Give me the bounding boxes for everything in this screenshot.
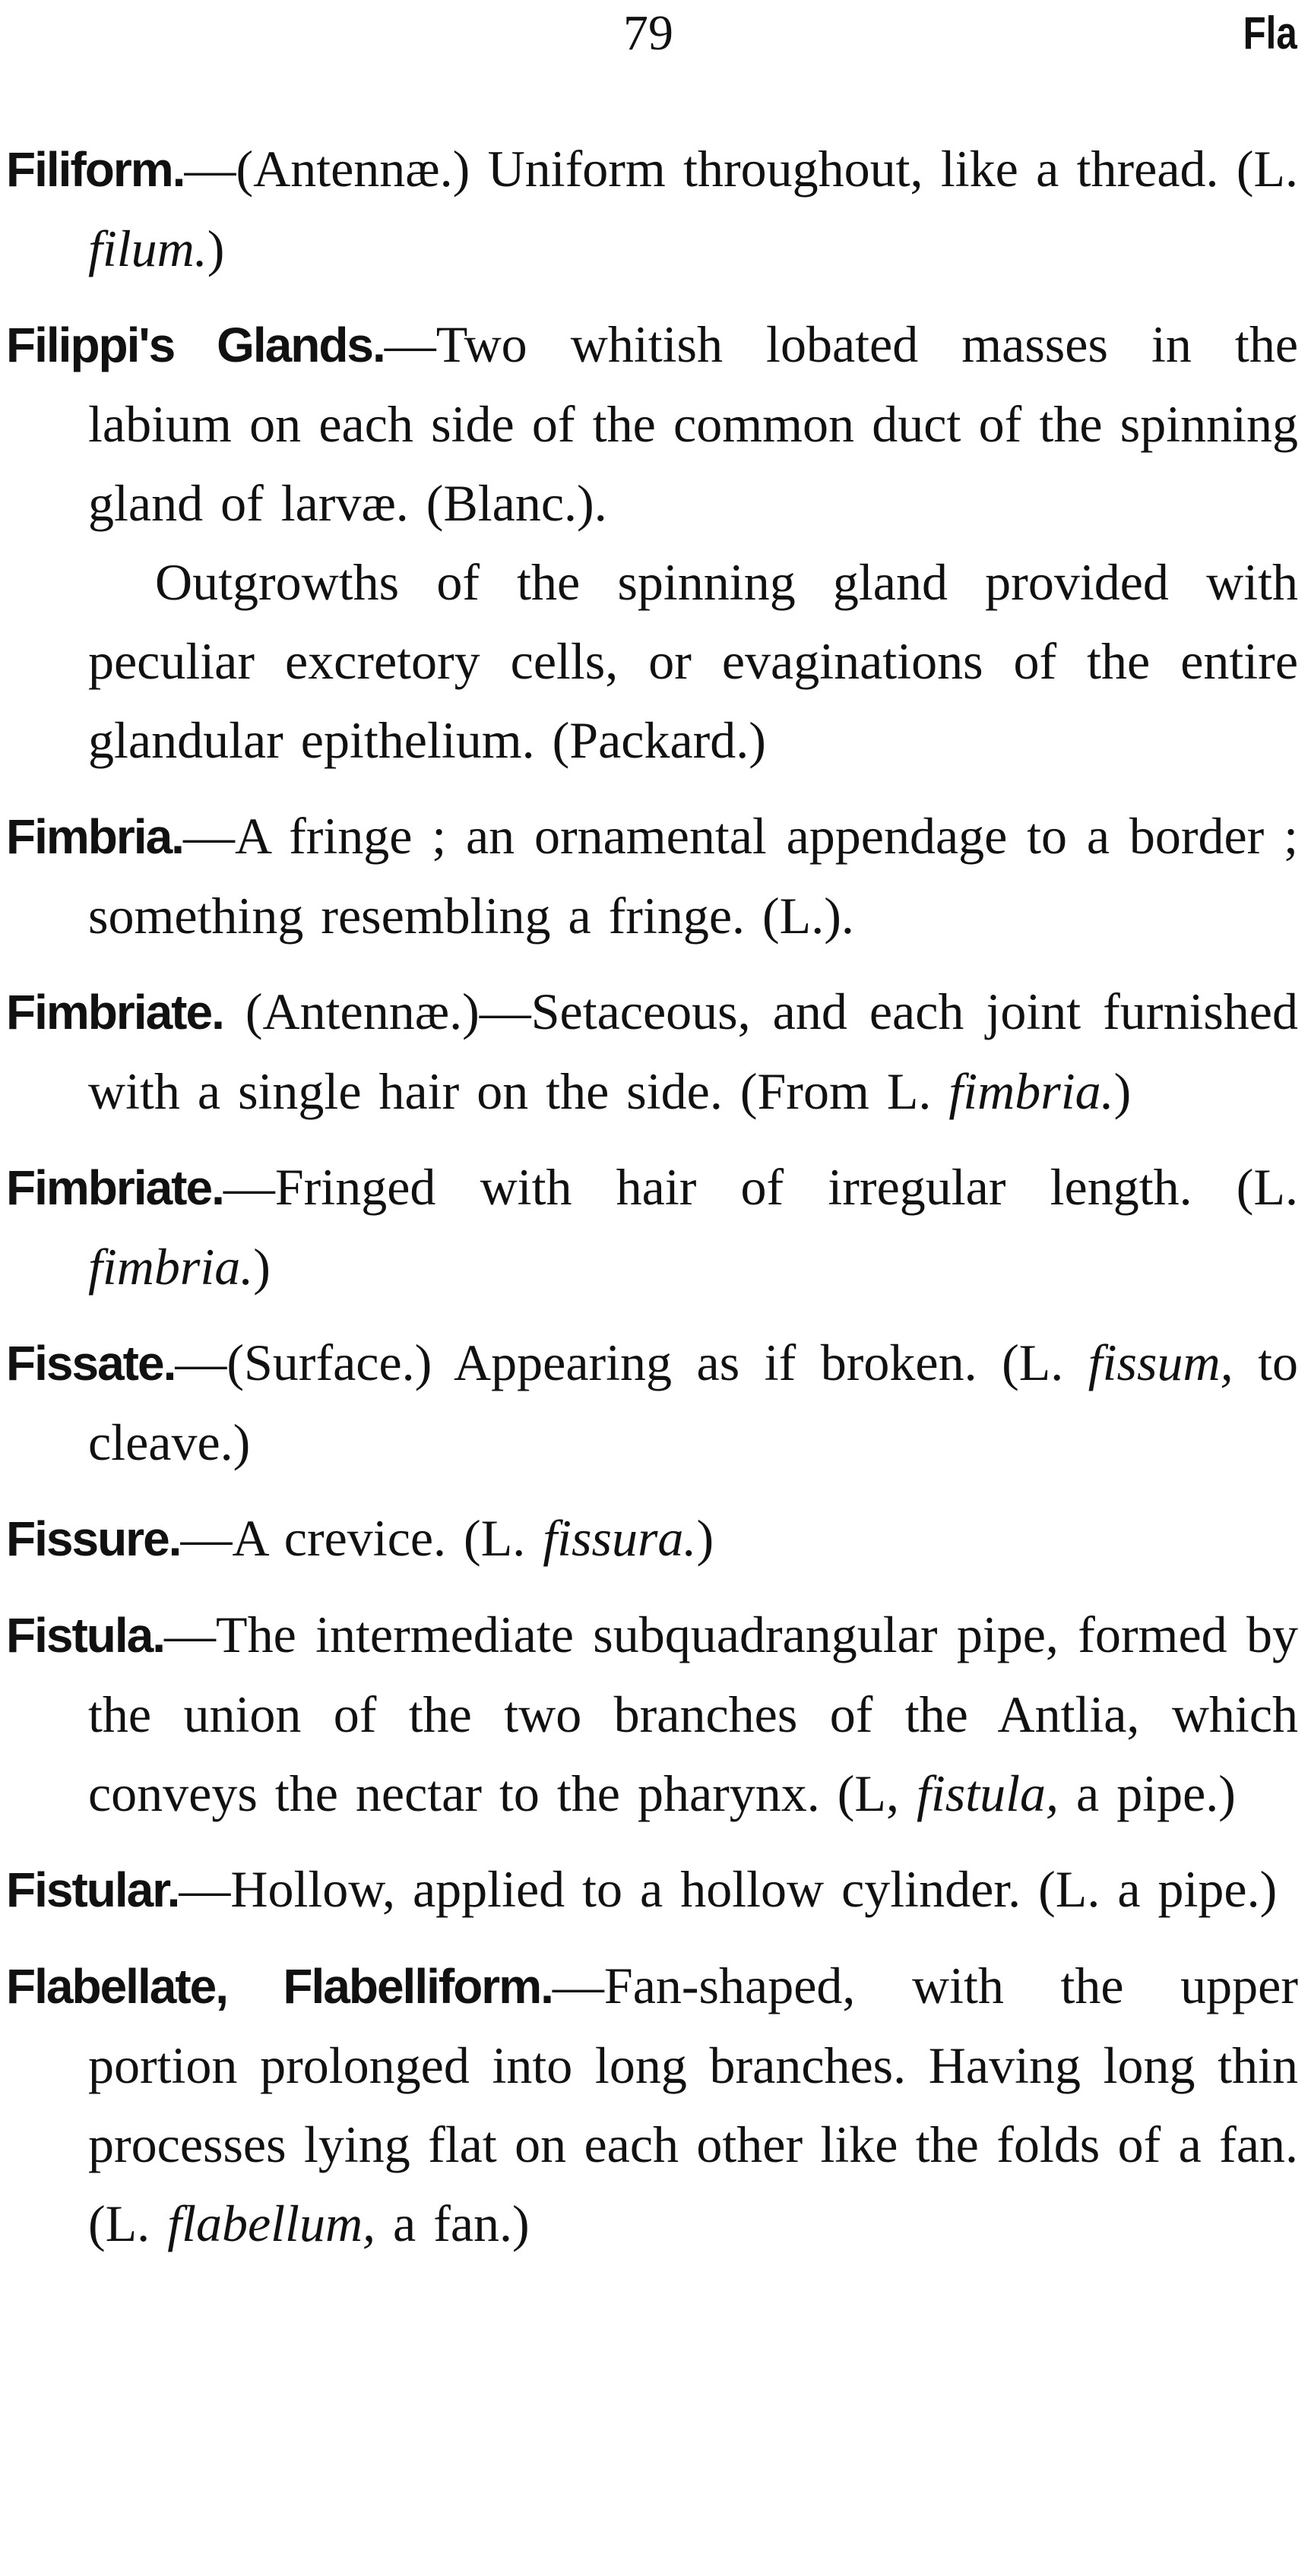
- definition-text: —Fan-shaped, with the upper portion prolonged into long branches. Having long thin processes lying flat on each other like the folds of a fan. (L.: [88, 1957, 1299, 2252]
- entry-headword: Fimbriate.: [6, 985, 223, 1040]
- entry-definition: [6, 972, 1298, 1131]
- entry-additional-definition: [88, 543, 1298, 780]
- entry-headword: Fistular.: [6, 1862, 179, 1917]
- entry-headword: Fistula.: [6, 1608, 165, 1663]
- definition-text: —(Surface.) Appearing as if broken. (L.: [175, 1334, 1088, 1391]
- glossary-entry: [6, 796, 1298, 955]
- definition-text: ): [696, 1509, 714, 1567]
- definition-text: ): [1113, 1062, 1132, 1120]
- glossary-entry: [6, 1147, 1298, 1306]
- etymology-term: fissura.: [543, 1509, 697, 1567]
- entry-headword: Filiform.: [6, 142, 185, 197]
- glossary-entry: [6, 1946, 1298, 2263]
- entry-headword: Fissure.: [6, 1511, 181, 1566]
- entry-headword: Filippi's Glands.: [6, 318, 385, 372]
- definition-text: (Antennæ.)—Setaceous, and each joint furnished with a single hair on the side. (From L.: [88, 983, 1298, 1120]
- definition-text: to cleave.): [88, 1334, 1298, 1471]
- entry-definition: [6, 1595, 1298, 1833]
- entry-headword: Flabellate, Flabelliform.: [6, 1959, 553, 2014]
- definition-text: a fan.): [375, 2195, 530, 2252]
- glossary-entry: [6, 1850, 1298, 1929]
- entry-definition: [6, 1147, 1298, 1306]
- entry-headword: Fimbria.: [6, 809, 183, 864]
- etymology-term: fistula,: [916, 1764, 1059, 1822]
- definition-text: —Hollow, applied to a hollow cylinder. (L. a pipe.): [179, 1860, 1278, 1918]
- definition-text: —A crevice. (L.: [180, 1509, 543, 1567]
- glossary-entry: [6, 972, 1298, 1131]
- definition-text: ): [253, 1238, 271, 1296]
- definition-text: —The intermediate subquadrangular pipe, formed by the union of the two branches of the Antlia, which conveys the nectar to the pharynx. (L,: [88, 1606, 1298, 1822]
- definition-text: —Fringed with hair of irregular length. (L.: [223, 1158, 1298, 1216]
- definition-text: a pipe.): [1059, 1764, 1236, 1822]
- running-head: Fla: [1243, 8, 1297, 59]
- entry-definition: [6, 129, 1298, 288]
- entry-definition: [6, 1498, 1298, 1578]
- glossary-entry: [6, 129, 1298, 288]
- page-header: [0, 3, 1311, 71]
- entry-headword: Fimbriate.: [6, 1160, 223, 1215]
- etymology-term: fimbria.: [88, 1238, 254, 1296]
- glossary-entry: [6, 1595, 1298, 1833]
- entry-definition: [6, 1323, 1298, 1482]
- page-number: 79: [623, 5, 673, 61]
- entry-definition: [6, 305, 1298, 543]
- definition-text: Outgrowths of the spinning gland provided with peculiar excretory cells, or evaginations of the entire glandular epithelium. (Packard.): [88, 553, 1298, 769]
- definition-text: —A fringe ; an ornamental appendage to a border ; something resembling a fringe. (L.).: [88, 807, 1298, 945]
- glossary-entry: [6, 1498, 1298, 1578]
- etymology-term: filum.: [88, 220, 207, 277]
- etymology-term: fissum,: [1088, 1334, 1233, 1391]
- entry-definition: [6, 1850, 1298, 1929]
- definition-text: —Two whitish lobated masses in the labium on each side of the common duct of the spinning gland of larvæ. (Blanc.).: [88, 315, 1298, 532]
- entry-definition: [6, 796, 1298, 955]
- etymology-term: fimbria.: [948, 1062, 1114, 1120]
- glossary-entry: [6, 305, 1298, 780]
- definition-text: —(Antennæ.) Uniform throughout, like a thread. (L.: [184, 140, 1298, 198]
- entry-definition: [6, 1946, 1299, 2263]
- glossary-entry: [6, 1323, 1298, 1482]
- etymology-term: flabellum,: [167, 2195, 376, 2252]
- glossary-entries: [6, 129, 1298, 2280]
- definition-text: ): [207, 220, 225, 277]
- entry-headword: Fissate.: [6, 1336, 176, 1391]
